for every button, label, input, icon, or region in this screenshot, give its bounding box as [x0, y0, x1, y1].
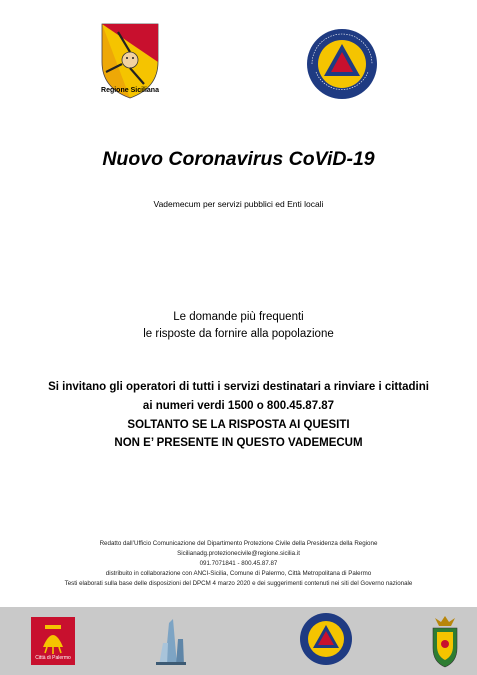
- page-subtitle: Vademecum per servizi pubblici ed Enti locali: [153, 199, 324, 209]
- credit-line-5: Testi elaborati sulla base delle disposizioni del DPCM 4 marzo 2020 e dei suggerimenti contenuti nei siti del Governo nazionale: [64, 580, 413, 587]
- notice-line-2: ai numeri verdi 1500 o 800.45.87.87: [142, 400, 335, 412]
- page-title: Nuovo Coronavirus CoViD-19: [102, 148, 375, 170]
- credit-line-4: distribuito in collaborazione con ANCI-Sicilia, Comune di Palermo, Città Metropolitana di Palermo: [105, 570, 372, 577]
- notice-line-3: SOLTANTO SE LA RISPOSTA AI QUESITI: [127, 419, 350, 431]
- credit-phone: 091.7071841 - 800.45.87.87: [199, 560, 278, 567]
- protezione-civile-logo: [306, 28, 378, 100]
- notice-line-4: NON E’ PRESENTE IN QUESTO VADEMECUM: [114, 437, 363, 449]
- citta-metropolitana-logo: [156, 617, 186, 665]
- credit-line-1: Redatto dall’Ufficio Comunicazione del Dipartimento Protezione Civile della Presidenza della Regione: [99, 540, 378, 547]
- anci-sicilia-crest: [427, 614, 463, 668]
- faq-line-1: Le domande più frequenti: [173, 311, 304, 323]
- credit-email: Sicilianadg.protezionecivile@regione.sicilia.it: [177, 550, 300, 557]
- faq-line-2: le risposte da fornire alla popolazione: [143, 328, 334, 340]
- region-label: Regione Siciliana: [101, 87, 159, 94]
- notice-line-1: Si invitano gli operatori di tutti i servizi destinatari a rinviare i cittadini: [48, 381, 429, 393]
- palermo-label: Città di Palermo: [35, 655, 71, 661]
- protezione-civile-palermo-logo: [299, 612, 353, 666]
